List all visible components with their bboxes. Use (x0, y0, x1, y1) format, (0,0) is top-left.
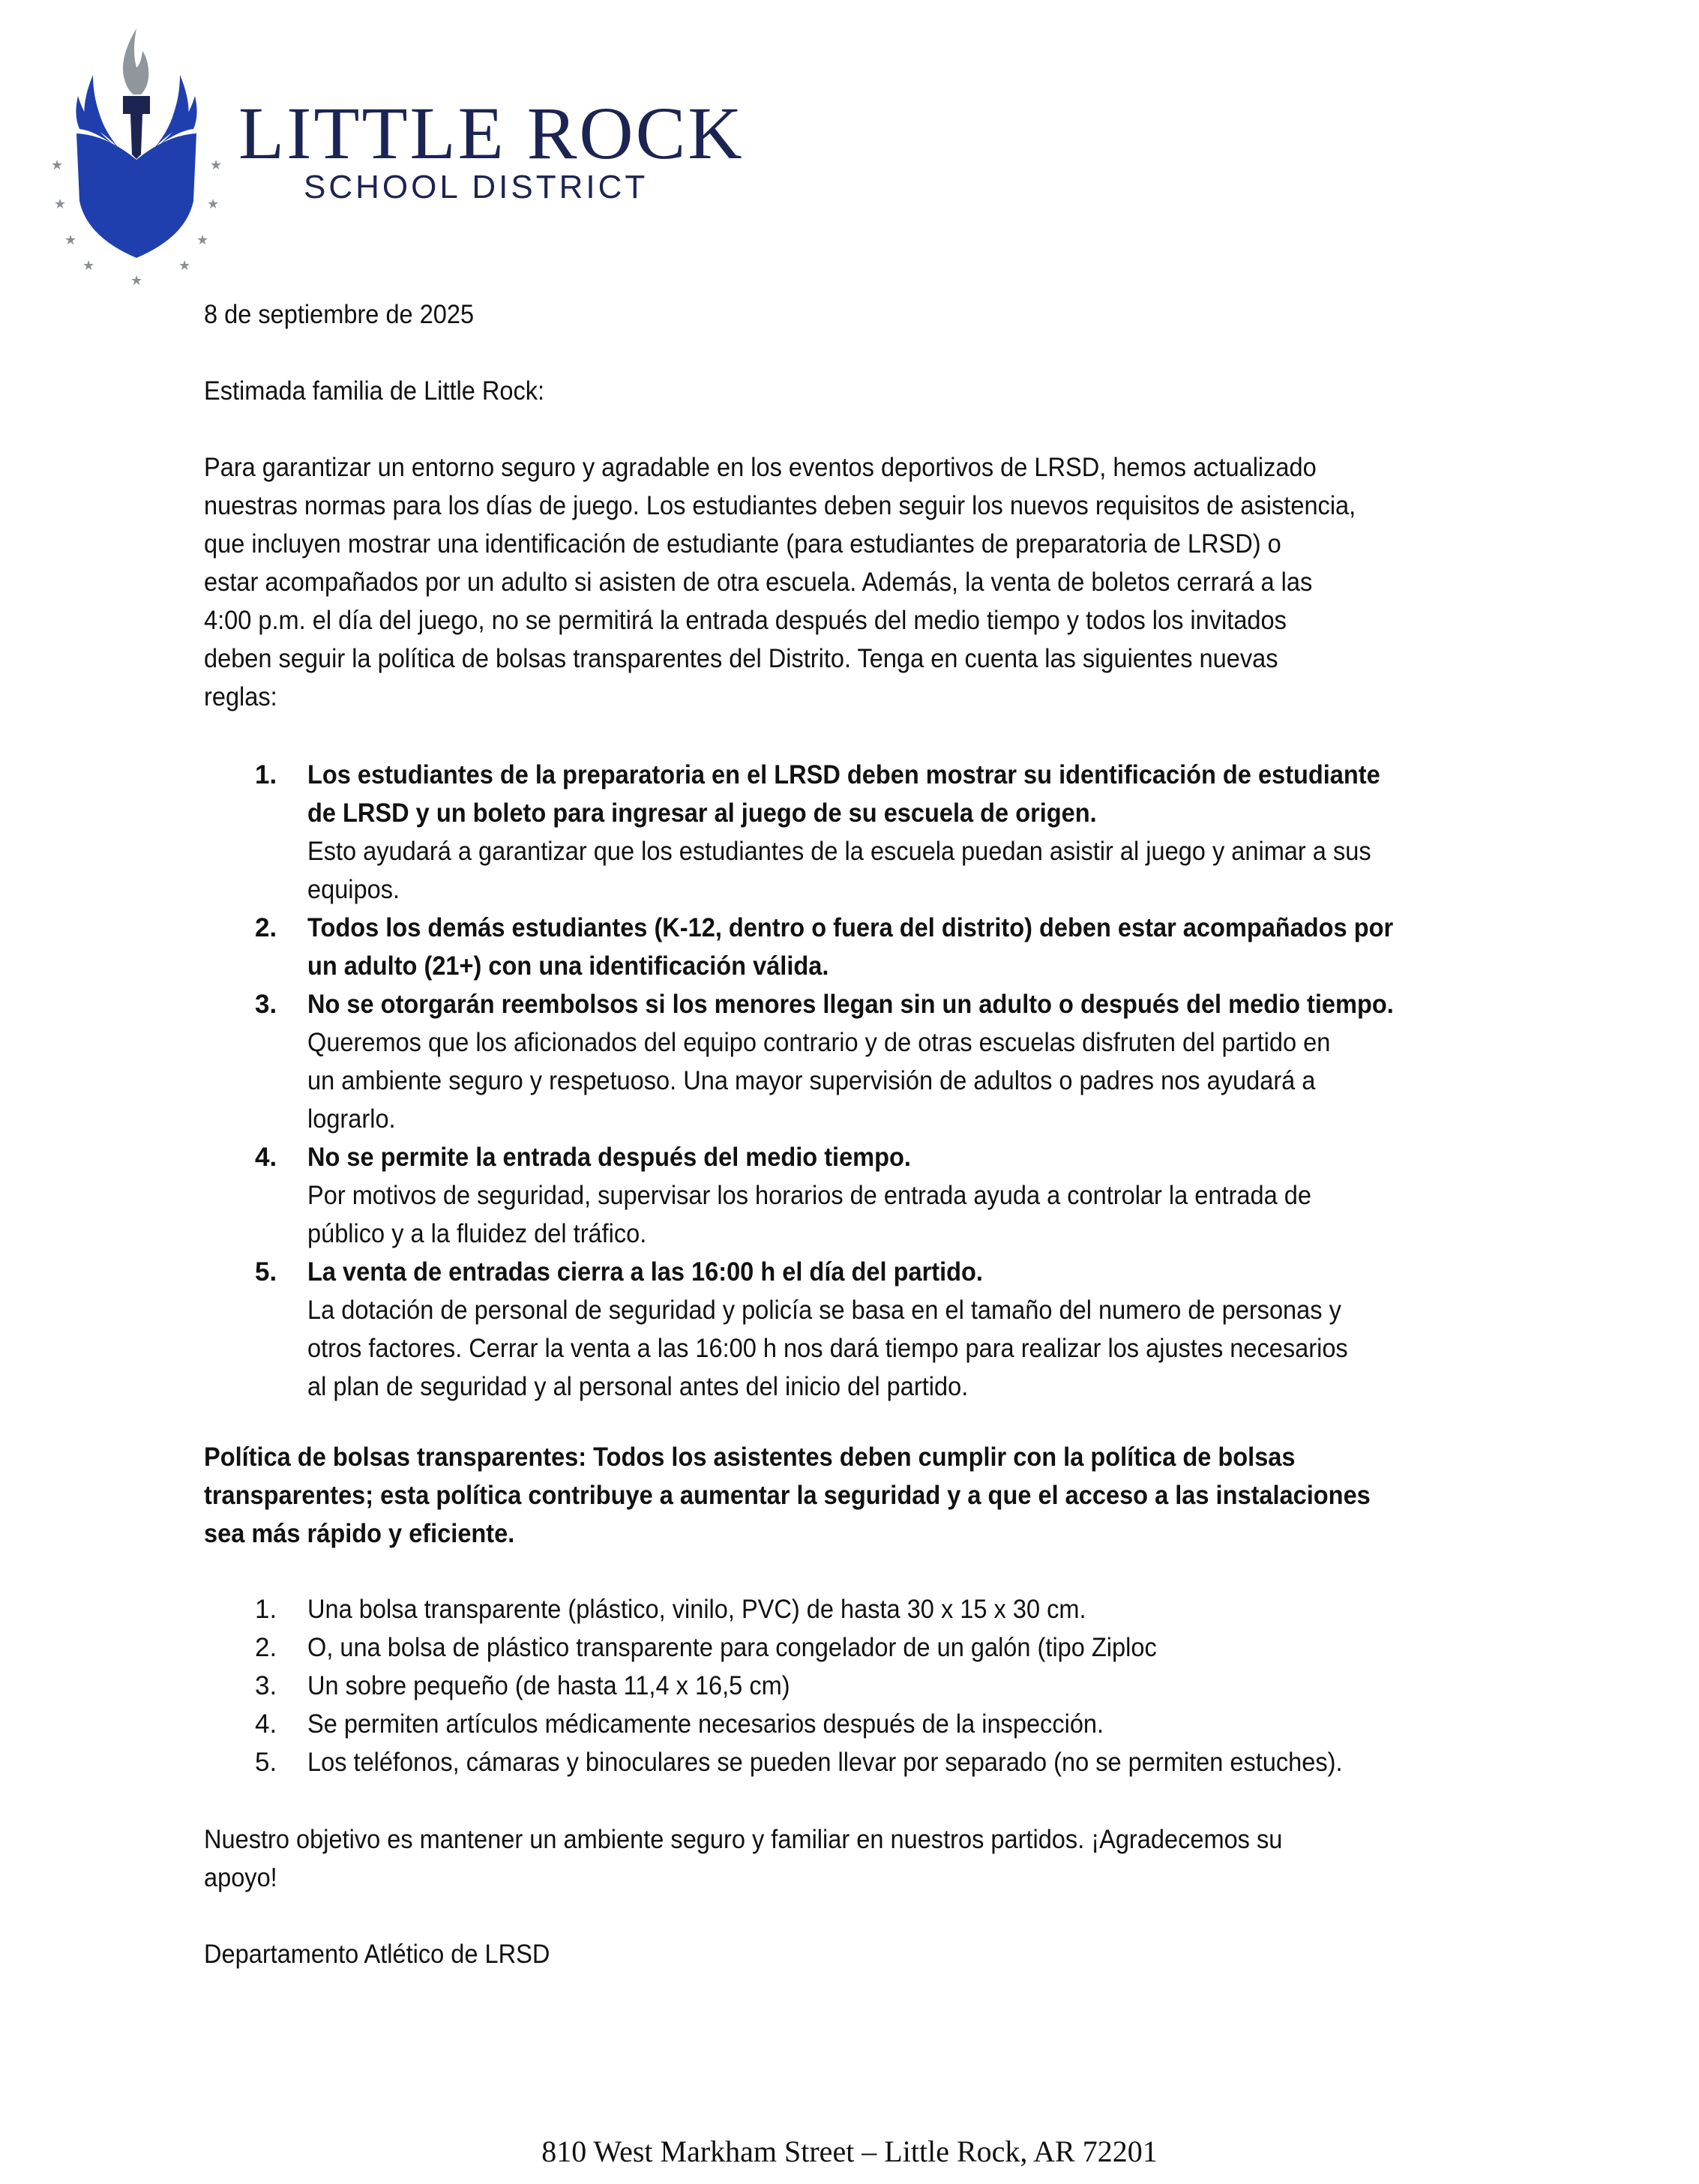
signature: Departamento Atlético de LRSD (204, 1940, 550, 1969)
bag-item: Una bolsa transparente (plástico, vinilo, PVC) de hasta 30 x 15 x 30 cm. (307, 1595, 1086, 1624)
torch-icon (123, 96, 150, 159)
closing-paragraph (204, 1820, 1282, 1897)
rule-detail-line: lograrlo. (307, 1104, 396, 1134)
intro-line: reglas: (204, 682, 277, 712)
org-name: LITTLE ROCK (238, 91, 745, 175)
rule-heading-line: No se permite la entrada después del medio tiempo. (307, 1143, 911, 1172)
bag-item-number: 2. (255, 1633, 277, 1662)
svg-text:★: ★ (51, 157, 64, 173)
rule-heading-line: Los estudiantes de la preparatoria en el LRSD deben mostrar su identificación de estudiante (307, 760, 1380, 789)
bag-item-number: 3. (255, 1671, 277, 1700)
rule-body (307, 1253, 1348, 1406)
bag-policy-line: sea más rápido y eficiente. (204, 1519, 515, 1548)
flame-icon (123, 28, 148, 94)
svg-text:★: ★ (178, 258, 191, 274)
rule-detail-line: un ambiente seguro y respetuoso. Una mayor supervisión de adultos o padres nos ayudará a (307, 1066, 1316, 1095)
letter-date: 8 de septiembre de 2025 (204, 300, 475, 329)
rule-body (307, 909, 1393, 985)
rule-body (307, 756, 1380, 909)
svg-text:★: ★ (82, 258, 95, 274)
intro-line: deben seguir la política de bolsas transparentes del Distrito. Tenga en cuenta las siguientes nuevas (204, 644, 1278, 673)
rule-number: 2. (255, 913, 277, 942)
rule-number: 3. (255, 990, 277, 1019)
intro-line: 4:00 p.m. el día del juego, no se permitirá la entrada después del medio tiempo y todos los invitados (204, 606, 1287, 635)
intro-line: que incluyen mostrar una identificación de estudiante (para estudiantes de preparatoria de LRSD) o (204, 529, 1281, 559)
org-subname: SCHOOL DISTRICT (304, 169, 649, 205)
rule-detail-line: otros factores. Cerrar la venta a las 16:00 h nos dará tiempo para realizar los ajustes necesarios (307, 1334, 1348, 1363)
intro-line: nuestras normas para los días de juego. Los estudiantes deben seguir los nuevos requisitos de asistencia, (204, 491, 1356, 520)
rule-heading-line: un adulto (21+) con una identificación válida. (307, 951, 829, 981)
bag-item-number: 5. (255, 1748, 277, 1777)
bag-policy-paragraph (204, 1438, 1371, 1553)
bag-item-number: 1. (255, 1595, 277, 1624)
rule-number: 4. (255, 1143, 277, 1172)
rule-detail-line: equipos. (307, 875, 400, 904)
rule-body (307, 985, 1394, 1138)
svg-text:★: ★ (64, 232, 77, 248)
bag-item: Un sobre pequeño (de hasta 11,4 x 16,5 cm) (307, 1671, 790, 1700)
bag-policy-line: transparentes; esta política contribuye a aumentar la seguridad y a que el acceso a las instalaciones (204, 1481, 1371, 1510)
rule-detail-line: Por motivos de seguridad, supervisar los horarios de entrada ayuda a controlar la entrada de (307, 1181, 1311, 1210)
closing-line: Nuestro objetivo es mantener un ambiente seguro y familiar en nuestros partidos. ¡Agradecemos su (204, 1825, 1283, 1854)
rule-heading-line: La venta de entradas cierra a las 16:00 h el día del partido. (307, 1257, 983, 1287)
svg-text:★: ★ (54, 196, 67, 212)
svg-text:★: ★ (130, 273, 143, 289)
bag-item: Los teléfonos, cámaras y binoculares se pueden llevar por separado (no se permiten estuches). (307, 1748, 1343, 1777)
district-logo (46, 21, 226, 289)
rule-heading-line: de LRSD y un boleto para ingresar al juego de su escuela de origen. (307, 798, 1097, 828)
bag-item: O, una bolsa de plástico transparente para congelador de un galón (tipo Ziploc (307, 1633, 1157, 1662)
rule-heading-line: Todos los demás estudiantes (K-12, dentro o fuera del distrito) deben estar acompañados por (307, 913, 1394, 942)
intro-paragraph (204, 448, 1356, 716)
svg-text:★: ★ (207, 196, 220, 212)
salutation: Estimada familia de Little Rock: (204, 376, 545, 406)
bag-policy-line: Política de bolsas transparentes: Todos los asistentes deben cumplir con la política de bolsas (204, 1443, 1296, 1472)
rule-detail-line: público y a la fluidez del tráfico. (307, 1219, 647, 1248)
bag-item: Se permiten artículos médicamente necesarios después de la inspección. (307, 1709, 1104, 1739)
rule-body (307, 1138, 1311, 1253)
intro-line: Para garantizar un entorno seguro y agradable en los eventos deportivos de LRSD, hemos actualizado (204, 453, 1317, 482)
rule-number: 5. (255, 1257, 277, 1287)
rule-detail-line: La dotación de personal de seguridad y policía se basa en el tamaño del numero de personas y (307, 1296, 1341, 1325)
rule-detail-line: Queremos que los aficionados del equipo contrario y de otras escuelas disfruten del partido en (307, 1028, 1331, 1057)
rule-heading-line: No se otorgarán reembolsos si los menores llegan sin un adulto o después del medio tiempo. (307, 990, 1394, 1019)
rule-detail-line: Esto ayudará a garantizar que los estudiantes de la escuela puedan asistir al juego y animar a sus (307, 837, 1371, 866)
rule-detail-line: al plan de seguridad y al personal antes del inicio del partido. (307, 1372, 969, 1401)
bag-item-number: 4. (255, 1709, 277, 1739)
intro-line: estar acompañados por un adulto si asisten de otra escuela. Además, la venta de boletos cerrará a las (204, 568, 1313, 597)
closing-line: apoyo! (204, 1863, 277, 1892)
rule-number: 1. (255, 760, 277, 789)
svg-text:★: ★ (210, 157, 223, 173)
svg-text:★: ★ (196, 232, 209, 248)
footer-address: 810 West Markham Street – Little Rock, AR 72201 (541, 2135, 1158, 2168)
